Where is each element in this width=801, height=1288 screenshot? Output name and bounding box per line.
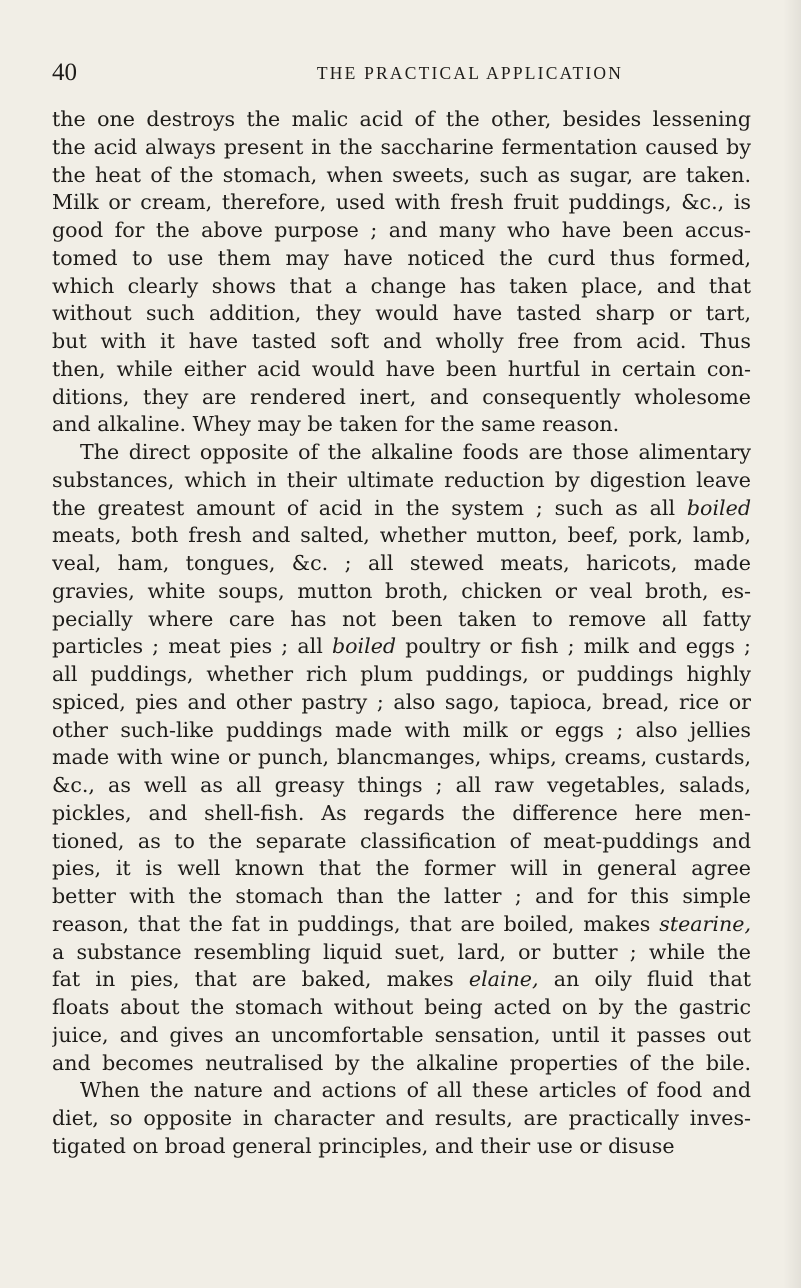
text-line: which clearly shows that a change has taken place, and that — [52, 273, 751, 298]
text-line: good for the above purpose ; and many who have been accus- — [52, 218, 751, 242]
text-line: all puddings, whether rich plum puddings, or puddings highly — [52, 662, 751, 686]
text-segment: an oily fluid that — [538, 967, 751, 992]
text-line: The direct opposite of the alkaline foods are those alimentary — [80, 440, 751, 464]
text-line: gravies, white soups, mutton broth, chicken or veal broth, es- — [52, 578, 751, 603]
text-line: the one destroys the malic acid of the other, besides lessening — [52, 107, 751, 131]
text-line: and alkaline. Whey may be taken for the same reason. — [52, 412, 620, 437]
text-line: the acid always present in the saccharine fermentation caused by — [52, 134, 751, 159]
text-line: a substance resembling liquid suet, lard, or butter ; while the — [52, 939, 751, 964]
text-line: diet, so opposite in character and results, are practically inves- — [52, 1106, 751, 1130]
text-line: tomed to use them may have noticed the curd thus formed, — [52, 245, 751, 270]
text-line: When the nature and actions of all these articles of food and — [80, 1078, 751, 1103]
text-line: juice, and gives an uncomfortable sensation, until it passes out — [52, 1022, 751, 1047]
text-line: meats, both fresh and salted, whether mutton, beef, pork, lamb, — [52, 523, 751, 548]
italic-term: elaine, — [468, 967, 539, 992]
running-title: THE PRACTICAL APPLICATION — [316, 63, 624, 83]
text-line: substances, which in their ultimate reduction by digestion leave — [52, 467, 751, 492]
text-segment: poultry or fish ; milk and eggs ; — [396, 634, 751, 659]
text-segment: reason, that the fat in puddings, that are boiled, makes — [52, 911, 660, 936]
italic-term: boiled — [686, 495, 751, 520]
text-line: and becomes neutralised by the alkaline properties of the bile. — [52, 1050, 751, 1075]
italic-term: stearine, — [659, 911, 751, 936]
text-line: without such addition, they would have tasted sharp or tart, — [52, 301, 751, 326]
text-line — [52, 633, 751, 661]
text-line: spiced, pies and other pastry ; also sago, tapioca, bread, rice or — [52, 689, 751, 714]
text-segment: particles ; meat pies ; all — [52, 634, 332, 659]
italic-term: boiled — [331, 634, 397, 659]
text-line: tigated on broad general principles, and their use or disuse — [52, 1133, 675, 1158]
page-edge-shadow — [783, 0, 801, 1288]
text-line — [52, 911, 751, 939]
page-number: 40 — [52, 59, 77, 86]
text-line: pecially where care has not been taken to remove all fatty — [52, 606, 751, 631]
text-line: pies, it is well known that the former will in general agree — [52, 856, 751, 881]
text-line: tioned, as to the separate classification of meat-puddings and — [52, 828, 751, 853]
text-line: pickles, and shell-fish. As regards the difference here men- — [52, 800, 751, 825]
text-line: the heat of the stomach, when sweets, such as sugar, are taken. — [52, 162, 751, 187]
text-line: then, while either acid would have been hurtful in certain con- — [52, 356, 751, 381]
text-line: but with it have tasted soft and wholly free from acid. Thus — [52, 329, 751, 353]
text-line: made with wine or punch, blancmanges, whips, creams, custards, — [52, 745, 751, 770]
text-line: better with the stomach than the latter ; and for this simple — [52, 884, 751, 908]
text-line: Milk or cream, therefore, used with fresh fruit puddings, &c., is — [52, 190, 751, 215]
page-header — [50, 58, 750, 88]
text-line: veal, ham, tongues, &c. ; all stewed meats, haricots, made — [52, 551, 751, 575]
body-text — [52, 106, 751, 1161]
text-line: &c., as well as all greasy things ; all raw vegetables, salads, — [52, 773, 751, 797]
text-line — [52, 495, 751, 523]
text-segment: fat in pies, that are baked, makes — [52, 967, 469, 992]
text-line — [52, 966, 751, 994]
text-line: floats about the stomach without being acted on by the gastric — [52, 995, 751, 1019]
text-line: ditions, they are rendered inert, and consequently wholesome — [52, 384, 751, 409]
text-segment: the greatest amount of acid in the system ; such as all — [52, 495, 687, 520]
text-line: other such-like puddings made with milk or eggs ; also jellies — [52, 717, 751, 742]
